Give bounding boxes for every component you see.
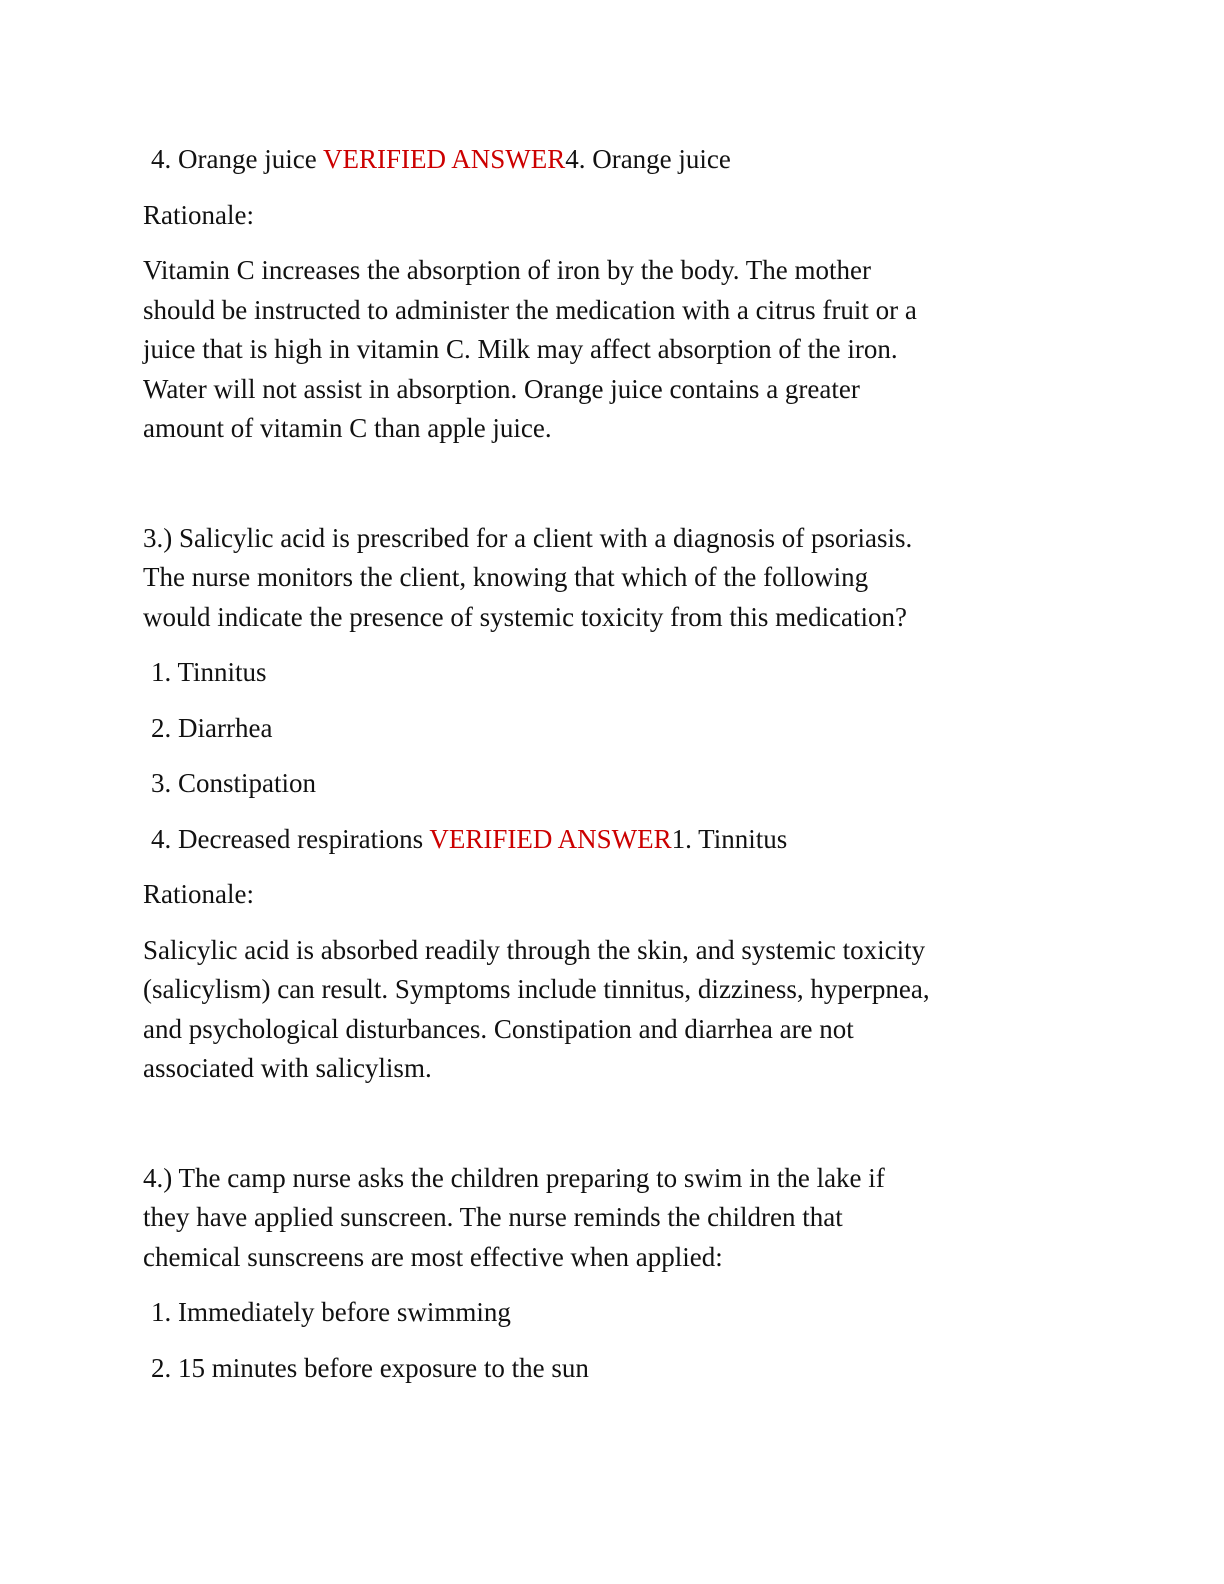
rationale-label: Rationale: bbox=[143, 199, 254, 230]
answer-option-4 bbox=[143, 140, 1083, 180]
answer-option-4 bbox=[143, 820, 1083, 860]
question-4 bbox=[143, 1159, 1083, 1389]
question-stem-line: 4.) The camp nurse asks the children preparing to swim in the lake if bbox=[143, 1162, 885, 1193]
verified-answer-label: VERIFIED ANSWER bbox=[429, 823, 672, 854]
answer-option-1: 1. Tinnitus bbox=[151, 657, 267, 687]
rationale-line: amount of vitamin C than apple juice. bbox=[143, 413, 552, 443]
rationale-line: Vitamin C increases the absorption of iron by the body. The mother bbox=[143, 255, 871, 285]
question-stem-line: they have applied sunscreen. The nurse reminds the children that bbox=[143, 1202, 843, 1232]
answer-option-3: 3. Constipation bbox=[151, 768, 317, 798]
question-3 bbox=[143, 519, 1083, 1089]
verified-answer-text: 4. Orange juice bbox=[565, 144, 731, 174]
rationale-text bbox=[143, 251, 1083, 449]
rationale-line: (salicylism) can result. Symptoms include tinnitus, dizziness, hyperpnea, bbox=[143, 974, 930, 1004]
rationale-line: juice that is high in vitamin C. Milk may affect absorption of the iron. bbox=[143, 334, 898, 364]
answer-option-2: 2. Diarrhea bbox=[151, 712, 273, 743]
question-stem-line: chemical sunscreens are most effective when applied: bbox=[143, 1241, 723, 1272]
rationale-label: Rationale: bbox=[143, 879, 254, 909]
question-stem bbox=[143, 519, 1083, 638]
option-text: 4. Decreased respirations bbox=[151, 823, 430, 854]
answer-option-2: 2. 15 minutes before exposure to the sun bbox=[151, 1352, 589, 1383]
rationale-line: associated with salicylism. bbox=[143, 1053, 432, 1083]
answer-option-1: 1. Immediately before swimming bbox=[151, 1297, 511, 1327]
question-2-tail bbox=[143, 140, 1083, 449]
question-stem-line: would indicate the presence of systemic toxicity from this medication? bbox=[143, 601, 908, 632]
rationale-line: and psychological disturbances. Constipation and diarrhea are not bbox=[143, 1013, 854, 1044]
document-page bbox=[143, 140, 1083, 1388]
question-stem bbox=[143, 1159, 1083, 1278]
rationale-line: Salicylic acid is absorbed readily through the skin, and systemic toxicity bbox=[143, 934, 926, 965]
rationale-line: should be instructed to administer the medication with a citrus fruit or a bbox=[143, 294, 917, 325]
option-text: 4. Orange juice bbox=[151, 144, 323, 174]
verified-answer-text: 1. Tinnitus bbox=[671, 823, 788, 854]
question-stem-line: 3.) Salicylic acid is prescribed for a client with a diagnosis of psoriasis. bbox=[143, 522, 913, 553]
rationale-text bbox=[143, 931, 1083, 1089]
question-stem-line: The nurse monitors the client, knowing that which of the following bbox=[143, 562, 869, 592]
rationale-line: Water will not assist in absorption. Orange juice contains a greater bbox=[143, 373, 860, 404]
verified-answer-label: VERIFIED ANSWER bbox=[322, 144, 566, 174]
